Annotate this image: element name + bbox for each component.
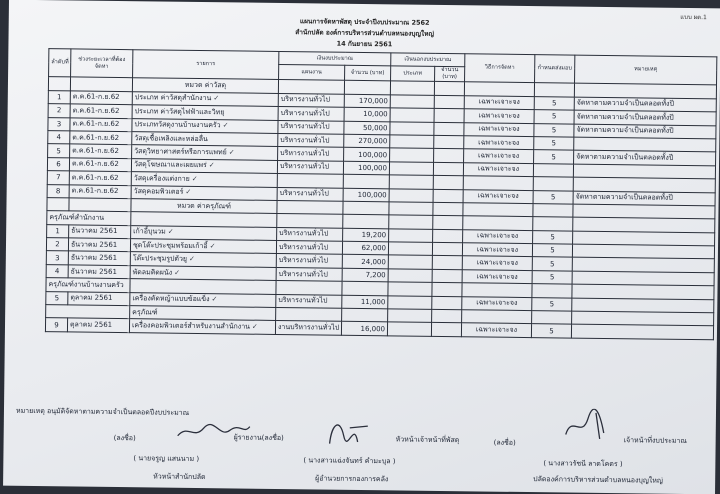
cell-no: 3 bbox=[46, 251, 68, 265]
sign-name-1: ( นายจรูญ แสนนาม ) bbox=[133, 454, 200, 464]
cell-method: เฉพาะเจาะจง bbox=[462, 296, 532, 310]
cell-period: ต.ค.61-ก.ย.62 bbox=[70, 144, 132, 158]
cell-amount: 100,000 bbox=[344, 148, 390, 162]
header-nonbudget: เงินนอกงบประมาณ bbox=[391, 53, 465, 67]
cell-days: 5 bbox=[532, 297, 572, 311]
cell-period: ต.ค.61-ก.ย.62 bbox=[69, 158, 131, 172]
cell-days: 5 bbox=[533, 230, 573, 244]
header-plan: แผนงาน bbox=[279, 65, 345, 81]
item-text: โต๊ะประชุมรูปตัวยู bbox=[132, 254, 188, 264]
form-code: แบบ ผด.1 bbox=[680, 13, 707, 22]
cell-plan: บริหารงานทั่วไป bbox=[278, 93, 344, 107]
item-text: วัสดุวิทยาศาสตร์หรือการแพทย์ bbox=[134, 147, 227, 157]
cell-no: 5 bbox=[48, 144, 70, 158]
document-title: แผนการจัดหาพัสดุ ประจำปีงบประมาณ 2562 bbox=[299, 17, 430, 27]
cell-days: 5 bbox=[532, 270, 572, 284]
sign-role-3: เจ้าหน้าที่งบประมาณ bbox=[623, 436, 687, 445]
cell-method: เฉพาะเจาะจง bbox=[464, 109, 534, 123]
cell-method bbox=[463, 176, 533, 190]
item-text: เก้าอี้บุนวม bbox=[133, 227, 166, 236]
cell-plan: บริหารงานทั่วไป bbox=[277, 160, 343, 174]
cell-period: ตุลาคม 2561 bbox=[68, 292, 130, 306]
cell-plan: บริหารงานทั่วไป bbox=[276, 294, 342, 308]
section-title: หมวด ค่าครุภัณฑ์ bbox=[131, 199, 277, 214]
cell-remark: จัดหาตามความจำเป็นตลอดทั้งปี bbox=[574, 110, 716, 125]
check-mark-icon: ✓ bbox=[211, 295, 218, 304]
cell-period: ต.ค.61-ก.ย.62 bbox=[69, 171, 131, 185]
check-mark-icon: ✓ bbox=[188, 255, 195, 264]
cell-amount bbox=[343, 174, 389, 188]
cell-amount: 19,200 bbox=[343, 228, 389, 242]
cell-amount: 170,000 bbox=[344, 94, 390, 108]
subsection-title: ครุภัณฑ์ bbox=[130, 306, 276, 321]
cell-no: 4 bbox=[46, 265, 68, 279]
section-title: หมวด ค่าวัสดุ bbox=[132, 78, 278, 93]
cell-plan: บริหารงานทั่วไป bbox=[277, 187, 343, 201]
sign-role-tail-1: ผู้รายงาน(ลงชื่อ) bbox=[233, 433, 284, 443]
cell-amount: 24,000 bbox=[342, 255, 388, 269]
cell-period: ต.ค.61-ก.ย.62 bbox=[70, 131, 132, 145]
cell-period: ธันวาคม 2561 bbox=[68, 265, 130, 279]
cell-plan: บริหารงานทั่วไป bbox=[278, 107, 344, 121]
cell-period: ตุลาคม 2561 bbox=[67, 318, 129, 332]
header-budget: เงินงบประมาณ bbox=[279, 51, 391, 66]
cell-days: 5 bbox=[532, 257, 572, 271]
item-text: วัสดุโฆษณาและเผยแพร่ bbox=[133, 160, 207, 170]
item-text: เครื่องคอมพิวเตอร์สำหรับงานสำนักงาน bbox=[131, 321, 250, 331]
check-mark-icon: ✓ bbox=[222, 121, 229, 130]
check-mark-icon: ✓ bbox=[174, 268, 181, 277]
cell-method: เฉพาะเจาะจง bbox=[462, 270, 532, 284]
cell-days bbox=[533, 163, 573, 177]
cell-plan: บริหารงานทั่วไป bbox=[278, 133, 344, 147]
cell-plan: บริหารงานทั่วไป bbox=[276, 254, 342, 268]
check-mark-icon: ✓ bbox=[167, 228, 174, 237]
cell-days: 5 bbox=[534, 96, 574, 110]
check-mark-icon: ✓ bbox=[228, 148, 235, 157]
cell-plan: บริหารงานทั่วไป bbox=[276, 241, 342, 255]
cell-plan: บริหารงานทั่วไป bbox=[278, 120, 344, 134]
cell-days: 5 bbox=[534, 150, 574, 164]
signature-3 bbox=[560, 408, 620, 443]
cell-item: วัสดุเชื้อเพลิงและหล่อลื่น bbox=[132, 132, 278, 147]
subsection-title: ครุภัณฑ์งานบ้านงานครัว bbox=[46, 278, 130, 292]
item-text: พัดลมติดผนัง bbox=[132, 267, 173, 277]
cell-days: 5 bbox=[532, 244, 572, 258]
cell-method: เฉพาะเจาะจง bbox=[463, 189, 533, 203]
cell-no: 6 bbox=[47, 157, 69, 171]
cell-period: ต.ค.61-ก.ย.62 bbox=[69, 184, 131, 198]
cell-remark: จัดหาตามความจำเป็นตลอดทั้งปี bbox=[573, 191, 715, 206]
sign-name-2: ( นางสาวแฉ่งจันทร์ คำมะบุล ) bbox=[303, 456, 396, 466]
sign-label-2: (ลงชื่อ) bbox=[493, 438, 516, 447]
sign-label-1: (ลงชื่อ) bbox=[113, 433, 136, 443]
cell-remark: จัดหาตามความจำเป็นตลอดทั้งปี bbox=[574, 150, 716, 165]
subsection-title: ครุภัณฑ์สำนักงาน bbox=[47, 211, 131, 225]
item-text: ประเภท ค่าวัสดุสำนักงาน bbox=[134, 93, 212, 103]
cell-plan: บริหารงานทั่วไป bbox=[278, 147, 344, 161]
cell-no: 9 bbox=[45, 318, 67, 332]
cell-days: 5 bbox=[534, 123, 574, 137]
footnote: หมายเหตุ อนุมัติจัดหาตามความจำเป็นตลอดปีงบประมาณ bbox=[15, 406, 190, 417]
cell-no: 8 bbox=[47, 184, 69, 198]
cell-amount: 270,000 bbox=[344, 134, 390, 148]
item-text: เครื่องตัดหญ้าแบบข้อแข็ง bbox=[132, 294, 210, 304]
procurement-table bbox=[45, 48, 717, 340]
cell-days: 5 bbox=[533, 190, 573, 204]
cell-item: ประเภท ค่าวัสดุไฟฟ้าและวิทยุ bbox=[132, 105, 278, 120]
signature-2 bbox=[324, 414, 374, 449]
cell-method: เฉพาะเจาะจง bbox=[462, 256, 532, 270]
cell-amount: 62,000 bbox=[342, 241, 388, 255]
cell-plan: บริหารงานทั่วไป bbox=[276, 267, 342, 281]
cell-method: เฉพาะเจาะจง bbox=[463, 162, 533, 176]
cell-method: เฉพาะเจาะจง bbox=[462, 243, 532, 257]
check-mark-icon: ✓ bbox=[213, 94, 220, 103]
cell-period: ธันวาคม 2561 bbox=[68, 251, 130, 265]
header-item: รายการ bbox=[133, 50, 279, 80]
cell-remark: จัดหาตามความจำเป็นตลอดทั้งปี bbox=[574, 97, 716, 112]
cell-no: 5 bbox=[46, 291, 68, 305]
sign-role-2: หัวหน้าเจ้าหน้าที่พัสดุ bbox=[395, 435, 460, 445]
cell-period: ธันวาคม 2561 bbox=[69, 225, 131, 239]
header-amount: จำนวน (บาท) bbox=[345, 66, 391, 82]
cell-period: ธันวาคม 2561 bbox=[68, 238, 130, 252]
cell-days: 5 bbox=[531, 324, 571, 338]
office-name: สำนักปลัด องค์การบริหารส่วนตำบลหนองบุญใหญ่ bbox=[295, 28, 434, 38]
cell-plan: บริหารงานทั่วไป bbox=[277, 227, 343, 241]
sign-name-3: ( นางสาวรัชนี ลาดโคตร ) bbox=[543, 459, 623, 469]
cell-amount: 100,000 bbox=[343, 188, 389, 202]
cell-days: 5 bbox=[534, 110, 574, 124]
cell-no: 3 bbox=[48, 117, 70, 131]
cell-method: เฉพาะเจาะจง bbox=[464, 96, 534, 110]
cell-days: 5 bbox=[534, 137, 574, 151]
sign-role-1: หัวหน้าสำนักปลัด bbox=[153, 472, 206, 482]
cell-period: ต.ค.61-ก.ย.62 bbox=[70, 91, 132, 105]
cell-amount: 7,200 bbox=[342, 268, 388, 282]
cell-period: ต.ค.61-ก.ย.62 bbox=[70, 104, 132, 118]
cell-amount: 10,000 bbox=[344, 107, 390, 121]
cell-method: เฉพาะเจาะจง bbox=[461, 323, 531, 337]
header-type: ประเภท bbox=[391, 66, 435, 82]
cell-plan: งานบริหารงานทั่วไป bbox=[275, 321, 341, 335]
header-method: วิธีการจัดหา bbox=[465, 54, 535, 83]
cell-no: 4 bbox=[48, 131, 70, 145]
cell-no: 7 bbox=[47, 171, 69, 185]
cell-no: 2 bbox=[48, 104, 70, 118]
header-amount-nonbudget: จำนวน (บาท) bbox=[435, 67, 465, 82]
check-mark-icon: ✓ bbox=[191, 174, 198, 183]
cell-amount: 50,000 bbox=[344, 121, 390, 135]
cell-period: ต.ค.61-ก.ย.62 bbox=[70, 117, 132, 131]
header-no: ลำดับที่ bbox=[49, 49, 71, 78]
cell-method: เฉพาะเจาะจง bbox=[464, 149, 534, 163]
document-date: 14 กันยายน 2561 bbox=[336, 39, 393, 49]
check-mark-icon: ✓ bbox=[208, 161, 215, 170]
header-days: กำหนดส่งมอบ bbox=[535, 55, 575, 84]
cell-no: 1 bbox=[48, 90, 70, 104]
item-text: ชุดโต๊ะประชุมพร้อมเก้าอี้ bbox=[132, 240, 208, 250]
document-page bbox=[3, 0, 720, 494]
cell-amount: 100,000 bbox=[343, 161, 389, 175]
header-remark: หมายเหตุ bbox=[575, 55, 717, 85]
check-mark-icon: ✓ bbox=[209, 241, 216, 250]
item-text: ประเภทวัสดุงานบ้านงานครัว bbox=[134, 120, 221, 130]
cell-amount: 11,000 bbox=[342, 295, 388, 309]
cell-no: 1 bbox=[47, 224, 69, 238]
cell-item bbox=[129, 319, 275, 334]
header-period: ช่วงระยะเวลาที่ต้องจัดหา bbox=[71, 49, 133, 78]
check-mark-icon: ✓ bbox=[185, 188, 192, 197]
cell-method: เฉพาะเจาะจง bbox=[464, 136, 534, 150]
sign-role2-2: ผู้อำนวยการกองการคลัง bbox=[315, 474, 389, 484]
cell-amount: 16,000 bbox=[341, 322, 387, 336]
cell-plan bbox=[277, 174, 343, 188]
cell-method: เฉพาะเจาะจง bbox=[463, 229, 533, 243]
sign-role2-3: ปลัดองค์การบริหารส่วนตำบลหนองบุญใหญ่ bbox=[533, 475, 663, 485]
item-text: วัสดุคอมพิวเตอร์ bbox=[133, 187, 184, 197]
check-mark-icon: ✓ bbox=[251, 322, 258, 331]
cell-remark: จัดหาตามความจำเป็นตลอดทั้งปี bbox=[574, 124, 716, 139]
cell-method: เฉพาะเจาะจง bbox=[464, 122, 534, 136]
cell-no: 2 bbox=[46, 238, 68, 252]
item-text: วัสดุเครื่องแต่งกาย bbox=[133, 174, 190, 183]
cell-days bbox=[533, 177, 573, 191]
